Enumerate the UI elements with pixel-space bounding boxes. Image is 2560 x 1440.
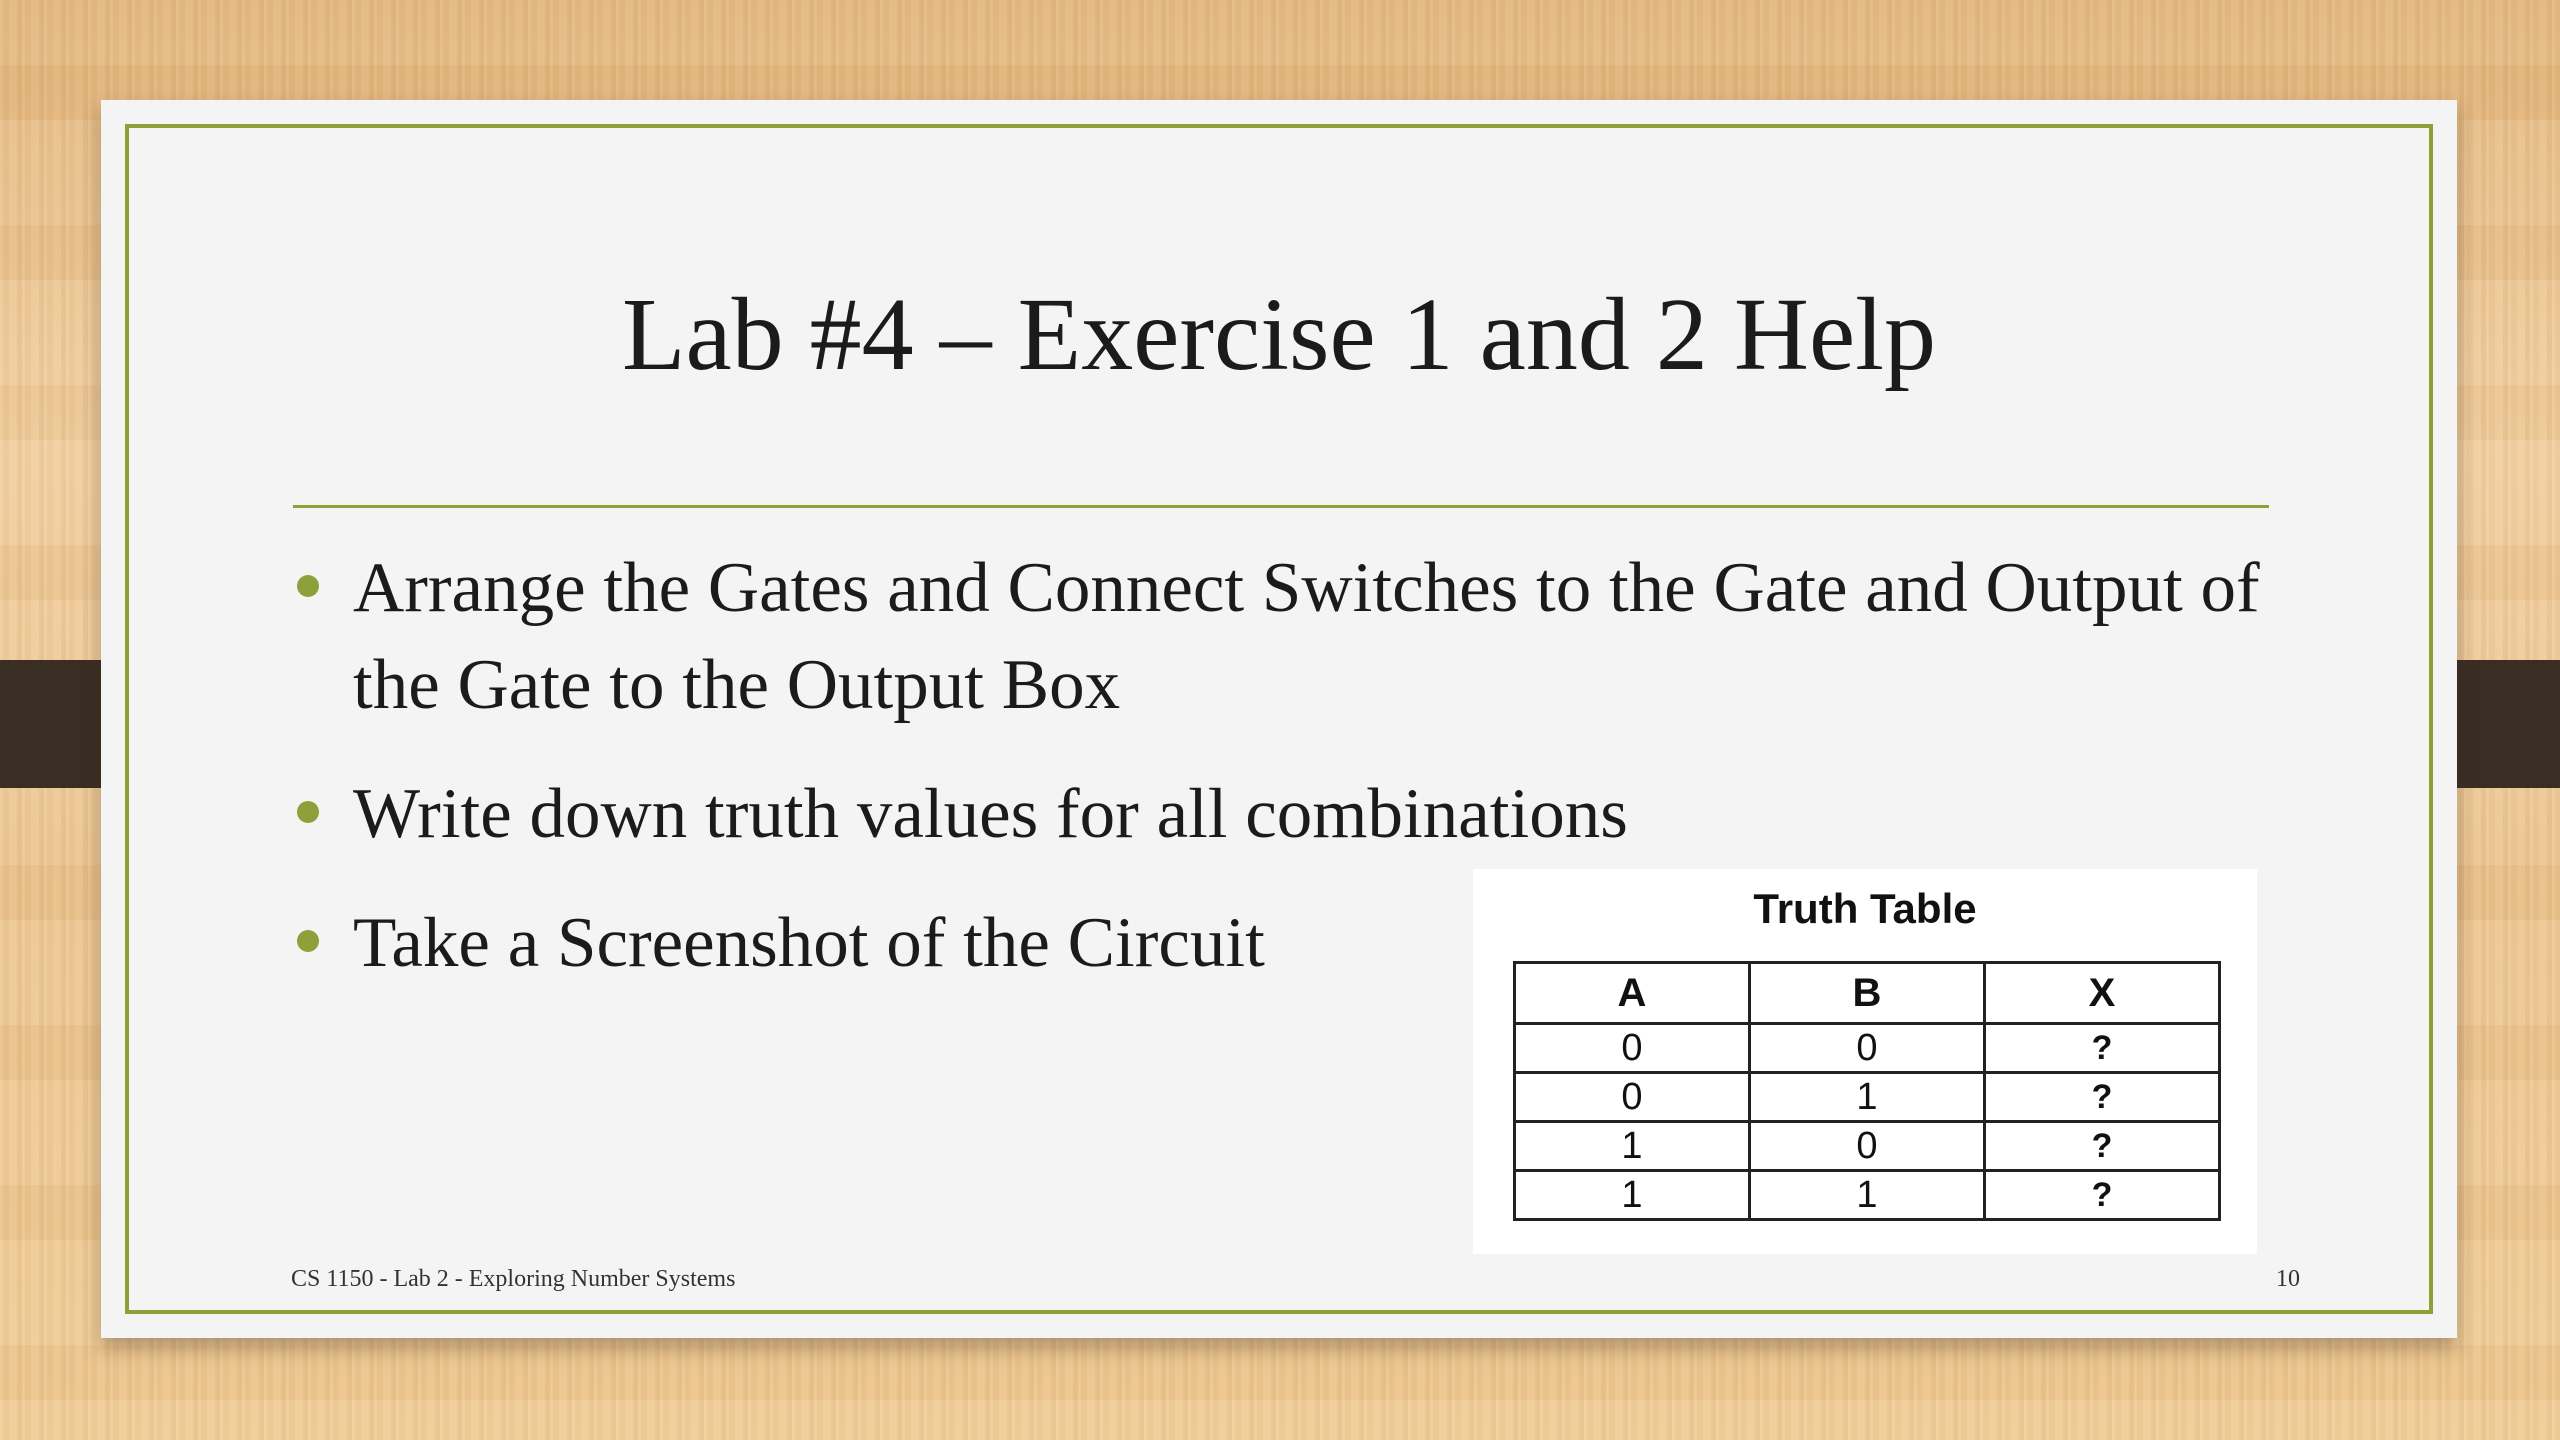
slide-title: Lab #4 – Exercise 1 and 2 Help xyxy=(621,277,1936,392)
truth-table-header-row xyxy=(1515,963,2220,1024)
table-row xyxy=(1515,1073,2220,1122)
truth-table-title: Truth Table xyxy=(1753,885,1977,932)
table-cell: ? xyxy=(1985,1024,2220,1073)
table-row xyxy=(1515,1122,2220,1171)
table-cell: 1 xyxy=(1750,1073,1985,1122)
slide xyxy=(101,100,2457,1338)
column-header-b: B xyxy=(1750,963,1985,1024)
table-row xyxy=(1515,1024,2220,1073)
table-cell: 0 xyxy=(1750,1024,1985,1073)
slide-page-number: 10 xyxy=(2276,1266,2300,1292)
table-cell: ? xyxy=(1985,1171,2220,1220)
column-header-a: A xyxy=(1515,963,1750,1024)
truth-table-image xyxy=(1473,869,2257,1254)
table-cell: 0 xyxy=(1515,1073,1750,1122)
title-divider xyxy=(293,505,2269,508)
table-cell: 1 xyxy=(1515,1171,1750,1220)
table-row xyxy=(1515,1171,2220,1220)
bullet-item xyxy=(293,540,2293,734)
table-cell: 1 xyxy=(1515,1122,1750,1171)
bullet-dot-icon xyxy=(297,575,319,597)
table-cell: 1 xyxy=(1750,1171,1985,1220)
column-header-x: X xyxy=(1985,963,2220,1024)
bullet-item xyxy=(293,766,2293,863)
bullet-text: Write down truth values for all combinations xyxy=(353,775,1628,853)
bullet-text: Arrange the Gates and Connect Switches to the Gate and Output of the Gate to the Output Box xyxy=(353,549,2260,724)
table-cell: 0 xyxy=(1750,1122,1985,1171)
bullet-dot-icon xyxy=(297,801,319,823)
bullet-text: Take a Screenshot of the Circuit xyxy=(353,904,1265,982)
table-cell: ? xyxy=(1985,1073,2220,1122)
table-cell: 0 xyxy=(1515,1024,1750,1073)
slide-footer: CS 1150 - Lab 2 - Exploring Number Systems xyxy=(291,1266,736,1292)
table-cell: ? xyxy=(1985,1122,2220,1171)
bullet-dot-icon xyxy=(297,930,319,952)
truth-table xyxy=(1513,961,2221,1221)
